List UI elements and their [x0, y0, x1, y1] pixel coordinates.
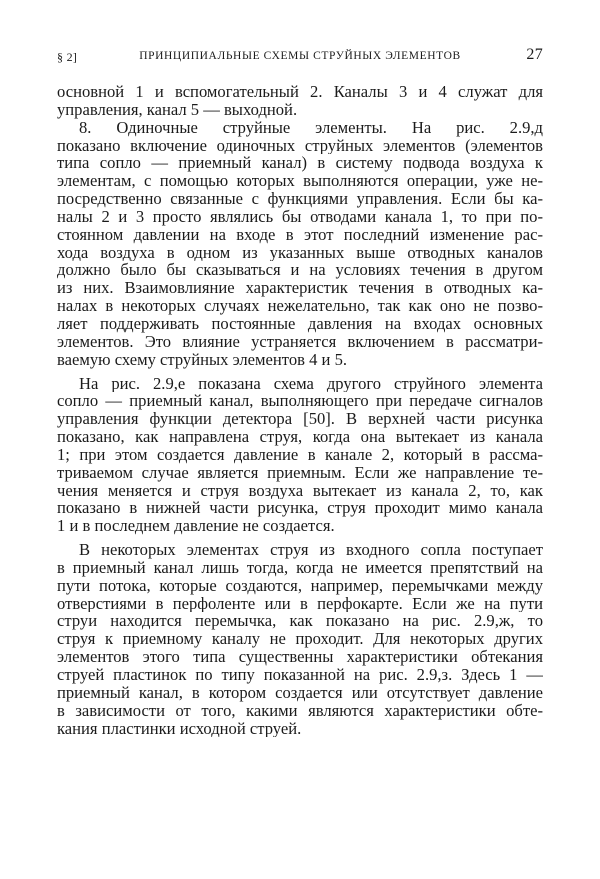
text-line: струя к приемному каналу не проходит. Для некоторых других	[57, 630, 543, 649]
text-line: элементов. Это влияние устраняется включением в рассматри-	[57, 332, 543, 351]
text-line: На рис. 2.9,е показана схема другого струйного элемента	[79, 374, 543, 393]
text-line: струей пластинок по типу показанной на рис. 2.9,з. Здесь 1 —	[57, 666, 543, 684]
text-line: основной 1 и вспомогательный 2. Каналы 3 и 4 служат для	[57, 83, 543, 101]
text-line: в приемный канал лишь тогда, когда не имеется препятствий на	[57, 558, 543, 577]
text-line: посредственно связанные с функциями управления. Если бы ка-	[57, 190, 543, 208]
text-line: отверстиями в перфоленте или в перфокарте. Если же на пути	[57, 594, 543, 613]
text-line: в зависимости от того, какими являются характеристики обте-	[57, 701, 543, 720]
text-line: типа сопло — приемный канал) в систему подвода воздуха к	[57, 154, 543, 173]
body-text	[57, 83, 543, 737]
book-page	[57, 46, 543, 737]
running-head	[57, 46, 543, 70]
text-line: показано в нижней части рисунка, струя проходит мимо канала	[57, 499, 543, 518]
text-line: хода воздуха в одном из указанных выше отводных каналов	[57, 243, 543, 262]
text-line: ваемую схему струйных элементов 4 и 5.	[57, 350, 348, 369]
text-line: стоянном давлении на входе в этот последний изменение рас-	[57, 225, 543, 244]
text-line: из них. Взаимовлияние характеристик течения в отводных ка-	[57, 279, 543, 298]
text-line: 1 и в последнем давление не создается.	[57, 517, 335, 536]
text-line: 1; при этом создается давление в канале 2, который в рассма-	[57, 445, 543, 464]
text-line: управления, канал 5 — выходной.	[57, 100, 298, 119]
paragraph	[57, 541, 543, 737]
text-line: чения меняется и струя воздуха вытекает из канала 2, то, как	[57, 481, 543, 500]
text-line: триваемом случае является приемным. Если же направление те-	[57, 463, 543, 482]
text-line: налах в некоторых случаях нежелательно, так как оно не позво-	[57, 297, 543, 315]
text-line: должно было бы сказываться и на условиях течения в другом	[57, 261, 543, 280]
text-line: показано включение одиночных струйных элементов (элементов	[57, 136, 543, 155]
text-line: кания пластинки исходной струей.	[57, 719, 302, 738]
paragraph	[57, 119, 543, 369]
paragraph	[57, 375, 543, 536]
text-line: приемный канал, в котором создается или отсутствует давление	[57, 683, 543, 702]
text-line: пути потока, которые создаются, например, перемычками между	[57, 576, 543, 595]
text-line: ляет поддерживать постоянные давления на входах основных	[57, 314, 543, 333]
text-line: элементам, с помощью которых выполняются операции, уже не-	[57, 172, 543, 191]
paragraph	[57, 83, 543, 119]
text-line: В некоторых элементах струя из входного сопла поступает	[79, 541, 543, 559]
text-line: сопло — приемный канал, выполняющего при передаче сигналов	[57, 392, 543, 411]
text-line: элементов этого типа существенны характеристики обтекания	[57, 648, 543, 666]
text-line: налы 2 и 3 просто являлись бы отводами канала 1, то при по-	[57, 207, 543, 226]
text-line: управления функции детектора [50]. В верхней части рисунка	[57, 410, 543, 429]
text-line: показано, как направлена струя, когда она вытекает из канала	[57, 428, 543, 446]
page-number: 27	[526, 46, 543, 63]
section-mark: § 2]	[57, 50, 78, 64]
text-line: 8. Одиночные струйные элементы. На рис. 2.9,д	[79, 118, 543, 137]
text-line: струи находится перемычка, как показано на рис. 2.9,ж, то	[57, 612, 543, 631]
running-title: ПРИНЦИПИАЛЬНЫЕ СХЕМЫ СТРУЙНЫХ ЭЛЕМЕНТОВ	[139, 50, 461, 62]
